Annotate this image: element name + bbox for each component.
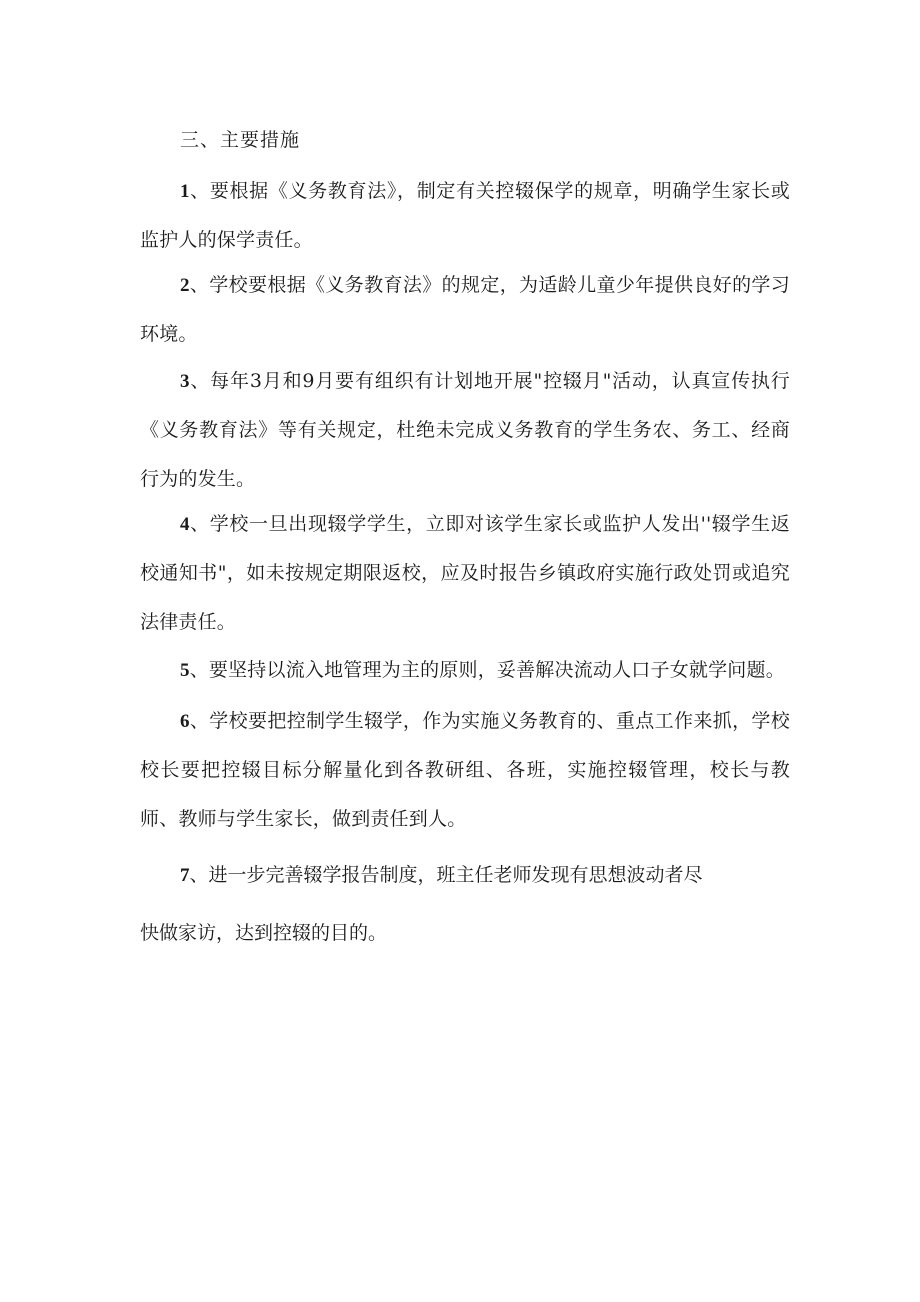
- measure-item-7-line-2: 快做家访，达到控辍的目的。: [140, 922, 388, 944]
- measure-item-7-line-1: [180, 861, 703, 890]
- section-heading: 三、主要措施: [180, 129, 301, 151]
- item-text: 、进一步完善辍学报告制度，班主任老师发现有思想波动者尽: [189, 864, 703, 886]
- item-text: 、要根据《义务教育法》，制定有关控辍保学的规章，明确学生家长或监护人的保学责任。: [140, 180, 790, 251]
- item-number: 6: [180, 711, 190, 732]
- item-number: 3: [180, 371, 190, 392]
- item-number: 2: [180, 275, 190, 296]
- item-number: 5: [180, 660, 190, 681]
- measure-item-1: [140, 167, 790, 265]
- measure-item-2: [140, 261, 790, 359]
- measure-item-3: [140, 357, 790, 504]
- item-number: 1: [180, 181, 190, 202]
- item-text: 、每年3月和9月要有组织有计划地开展"控辍月"活动，认真宣传执行《义务教育法》等有关规定，杜绝未完成义务教育的学生务农、务工、经商行为的发生。: [140, 370, 790, 490]
- item-number: 4: [180, 514, 190, 535]
- item-text: 、要坚持以流入地管理为主的原则，妥善解决流动人口子女就学问题。: [189, 659, 785, 681]
- measure-item-5: [140, 646, 790, 695]
- measure-item-6: [140, 697, 790, 844]
- item-text: 、学校要根据《义务教育法》的规定，为适龄儿童少年提供良好的学习环境。: [140, 274, 790, 345]
- item-text: 、学校要把控制学生辍学，作为实施义务教育的、重点工作来抓，学校校长要把控辍目标分解量化到各教研组、各班，实施控辍管理，校长与教师、教师与学生家长，做到责任到人。: [140, 710, 790, 830]
- item-text: 、学校一旦出现辍学学生，立即对该学生家长或监护人发出''辍学生返校通知书"，如未按规定期限返校，应及时报告乡镇政府实施行政处罚或追究法律责任。: [140, 513, 790, 633]
- measure-item-4: [140, 500, 790, 647]
- item-number: 7: [180, 865, 190, 886]
